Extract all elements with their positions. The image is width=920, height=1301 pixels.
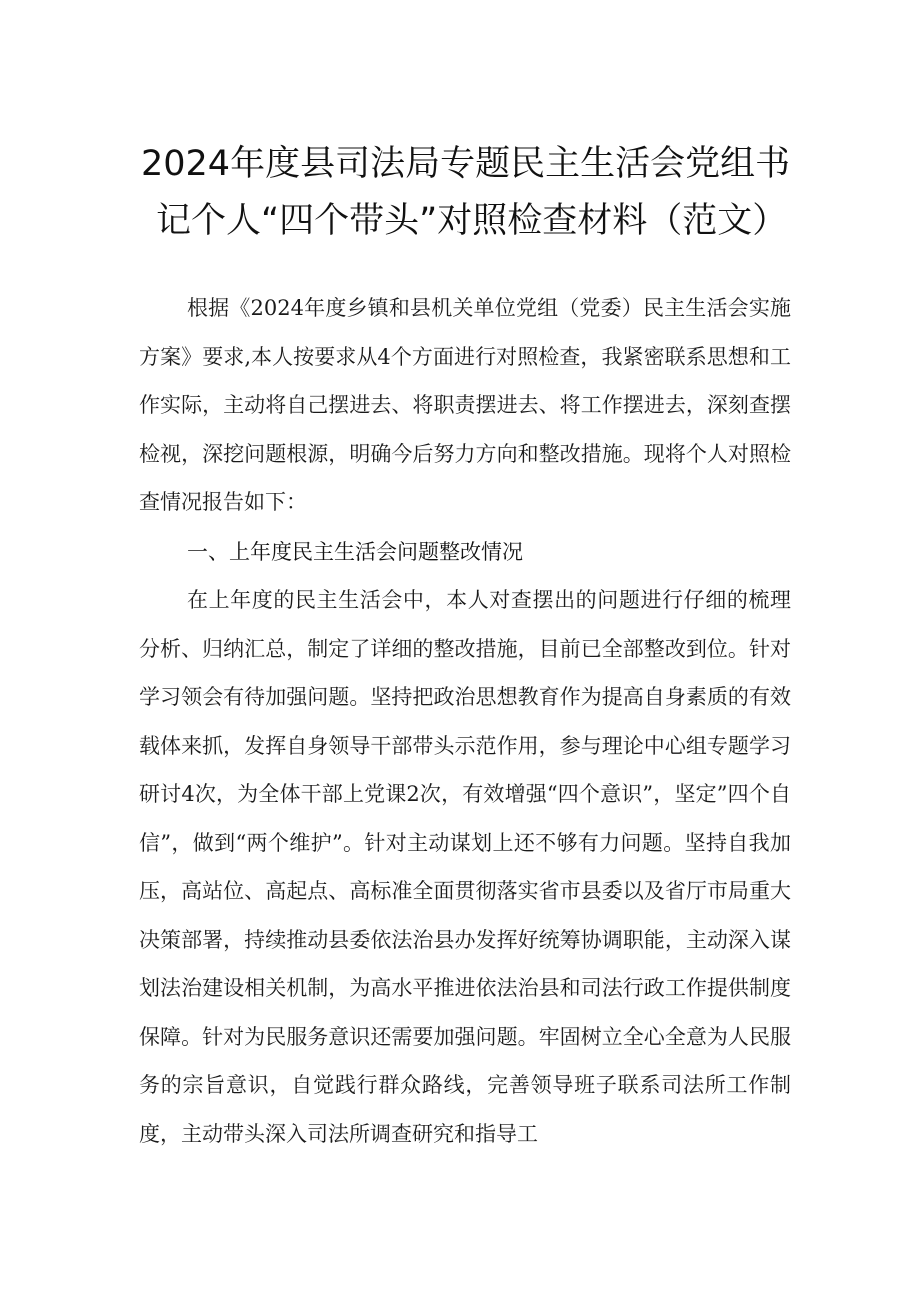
document-title-line-2: 记个人“四个带头”对照检查材料（范文） [156,201,788,241]
section-1-paragraph [139,576,791,1158]
intro-paragraph-text: 根据《2024年度乡镇和县机关单位党组（党委）民主生活会实施方案》要求,本人按要求从4个方面进行对照检查，我紧密联系思想和工作实际，主动将自己摆进去、将职责摆进去、将工作摆进去，深刻查摆检视，深挖问题根源，明确今后努力方向和整改措施。现将个人对照检查情况报告如下： [139,296,791,514]
document-title-line-1: 2024年度县司法局专题民主生活会党组书 [141,144,791,184]
section-heading-1: 一、上年度民主生活会问题整改情况 [187,540,523,564]
section-1-paragraph-text: 在上年度的民主生活会中，本人对查摆出的问题进行仔细的梳理分析、归纳汇总，制定了详细的整改措施，目前已全部整改到位。针对学习领会有待加强问题。坚持把政治思想教育作为提高自身素质的有效载体来抓，发挥自身领导干部带头示范作用，参与理论中心组专题学习研讨4次，为全体干部上党课2次，有效增强“四个意识”，坚定”四个自信”，做到“两个维护”。针对主动谋划上还不够有力问题。坚持自我加压，高站位、高起点、高标准全面贯彻落实省市县委以及省厅市局重大决策部署，持续推动县委依法治县办发挥好统筹协调职能，主动深入谋划法治建设相关机制，为高水平推进依法治县和司法行政工作提供制度保障。针对为民服务意识还需要加强问题。牢固树立全心全意为人民服务的宗旨意识，自觉践行群众路线，完善领导班子联系司法所工作制度，主动带头深入司法所调查研究和指导工 [139,588,791,1146]
intro-paragraph [139,284,791,527]
